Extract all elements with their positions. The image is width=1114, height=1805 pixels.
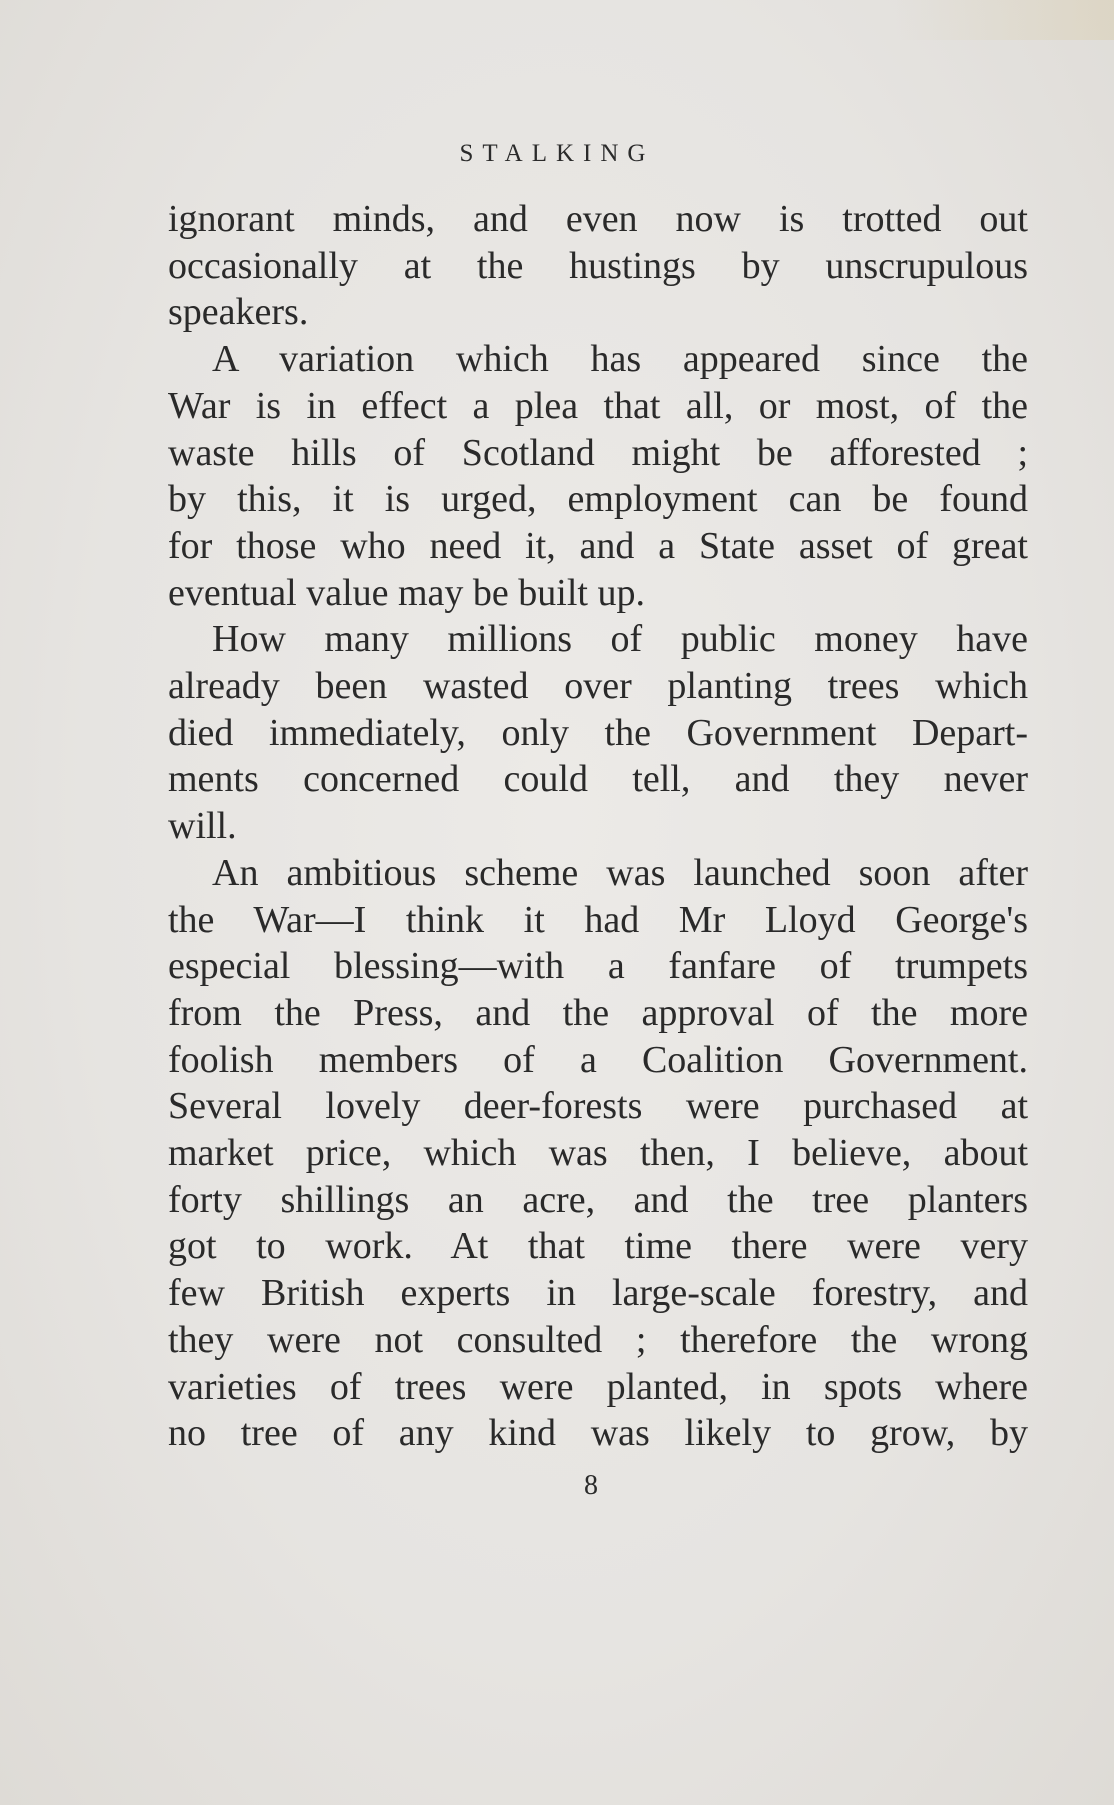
text-line: from the Press, and the approval of the more <box>168 991 1028 1034</box>
text-line: the War—I think it had Mr Lloyd George's <box>168 898 1028 941</box>
text-line: they were not consulted ; therefore the wrong <box>168 1318 1028 1361</box>
text-line: died immediately, only the Government Depart- <box>168 711 1028 754</box>
text-line: market price, which was then, I believe, about <box>168 1132 1028 1175</box>
text-line: few British experts in large-scale forestry, and <box>168 1272 1028 1315</box>
text-line: ments concerned could tell, and they never <box>168 758 1028 801</box>
text-line: for those who need it, and a State asset of great <box>168 524 1028 567</box>
text-line: An ambitious scheme was launched soon after <box>212 851 1028 894</box>
text-line: A variation which has appeared since the <box>212 338 1028 381</box>
text-line: ignorant minds, and even now is trotted out <box>168 198 1028 240</box>
paper-stain <box>894 0 1114 40</box>
text-line: especial blessing—with a fanfare of trumpets <box>168 945 1028 988</box>
text-line: speakers. <box>168 291 309 334</box>
text-line: forty shillings an acre, and the tree planters <box>168 1178 1028 1221</box>
body-text <box>168 196 1028 1457</box>
text-line: already been wasted over planting trees which <box>168 665 1028 708</box>
text-line: War is in effect a plea that all, or most, of the <box>168 384 1028 427</box>
text-line: by this, it is urged, employment can be found <box>168 478 1028 521</box>
text-line: no tree of any kind was likely to grow, by <box>168 1412 1028 1455</box>
text-line: eventual value may be built up. <box>168 571 645 614</box>
text-line: How many millions of public money have <box>212 618 1028 661</box>
text-line: got to work. At that time there were very <box>168 1225 1028 1268</box>
text-line: varieties of trees were planted, in spots where <box>168 1365 1028 1408</box>
text-line: foolish members of a Coalition Government. <box>168 1038 1028 1081</box>
text-line: waste hills of Scotland might be afforested ; <box>168 431 1028 474</box>
page-number: 8 <box>584 1470 598 1501</box>
running-head: STALKING <box>459 140 655 167</box>
text-line: Several lovely deer-forests were purchased at <box>168 1085 1028 1128</box>
text-line: occasionally at the hustings by unscrupulous <box>168 244 1028 287</box>
text-line: will. <box>168 805 237 848</box>
